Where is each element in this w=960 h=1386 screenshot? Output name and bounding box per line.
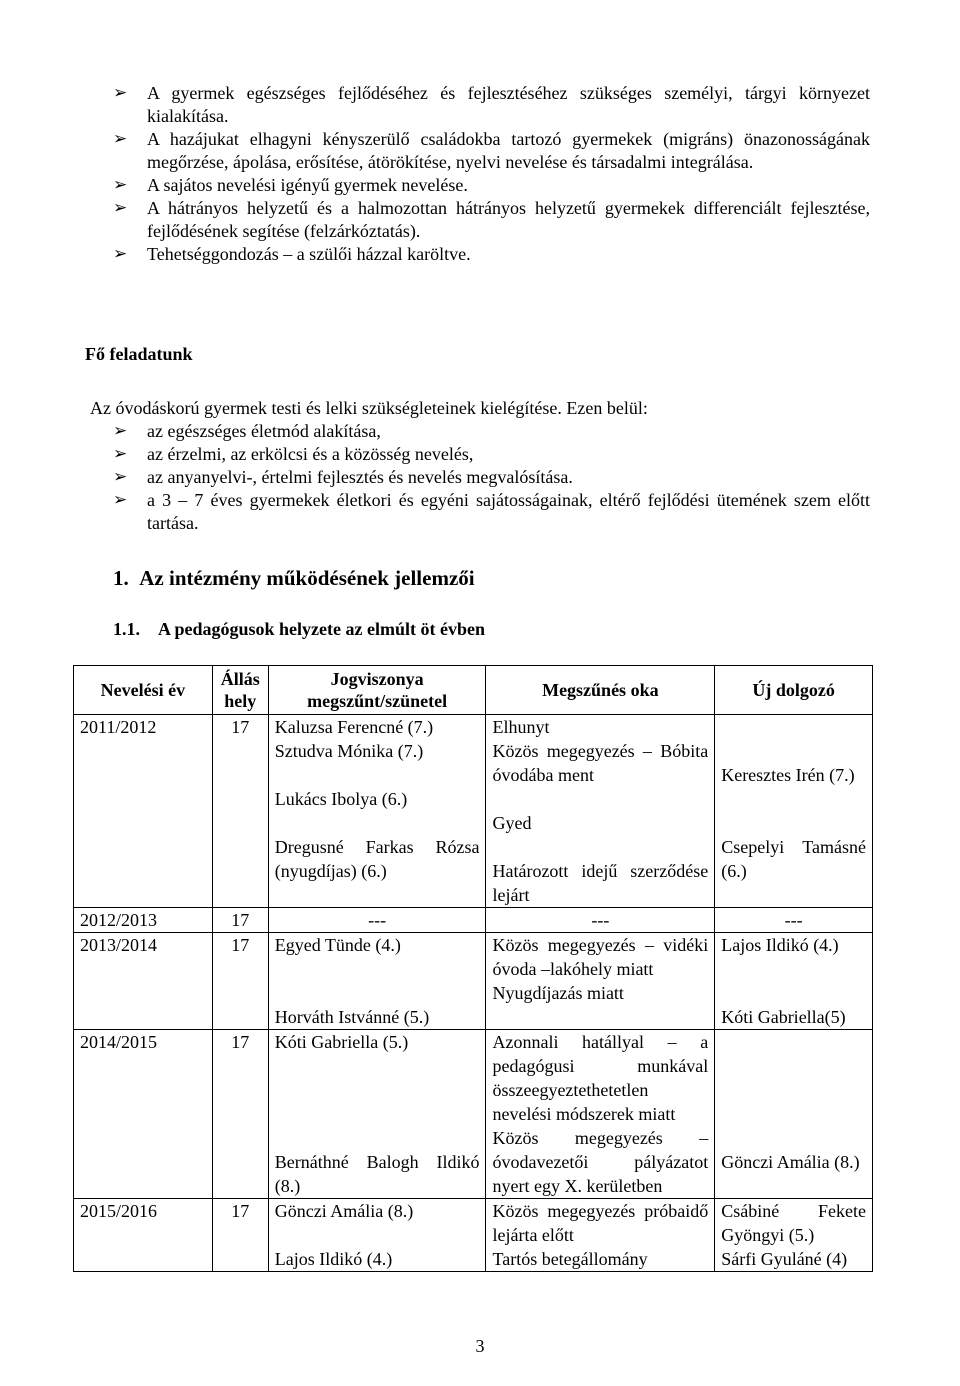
arrow-bullet-icon: ➢ [113,421,128,441]
column-header: Megszűnés oka [486,666,715,715]
reason-cell: --- [486,908,715,933]
arrow-bullet-icon: ➢ [113,444,128,464]
new-staff-cell: Keresztes Irén (7.) Csepelyi Tamásné (6.) [715,715,873,908]
list-item: ➢ az anyanyelvi-, értelmi fejlesztés és nevelés megvalósítása. [113,467,573,487]
column-header: Jogviszonya megszűnt/szünetel [268,666,486,715]
arrow-bullet-icon: ➢ [113,244,128,264]
positions-cell: 17 [212,908,268,933]
positions-cell: 17 [212,933,268,1030]
list-item: ➢ A hazájukat elhagyni kényszerülő családokba tartozó gyermekek (migráns) önazonosságának megőrzése, ápolása, erősítése, átörökítése, nyelvi nevelése és társadalmi integrálása. [113,129,870,172]
main-task-intro: Az óvodáskorú gyermek testi és lelki szükségleteinek kielégítése. Ezen belül: [90,398,648,418]
main-task-heading: Fő feladatunk [85,344,193,364]
main-task-bullet-list [113,420,870,535]
reason-cell: Közös megegyezés próbaidő lejárta előtt Tartós betegállomány [486,1199,715,1272]
list-item: ➢ A sajátos nevelési igényű gyermek nevelése. [113,175,468,195]
name-cell: Kaluzsa Ferencné (7.) Sztudva Mónika (7.) Lukács Ibolya (6.) Dregusné Farkas Rózsa (nyugdíjas) (6.) [268,715,486,908]
list-item: ➢ A hátrányos helyzetű és a halmozottan hátrányos helyzetű gyermekek differenciált fejlesztése, fejlődésének segítése (felzárkóztatás). [113,198,870,241]
page-number: 3 [475,1336,485,1356]
table-row [74,1199,873,1272]
staff-changes-table [73,665,873,1272]
new-staff-cell: Lajos Ildikó (4.) Kóti Gabriella(5) [715,933,873,1030]
list-item: ➢ Tehetséggondozás – a szülői házzal karöltve. [113,244,471,264]
reason-cell: Közös megegyezés – vidéki óvoda –lakóhely miatt Nyugdíjazás miatt [486,933,715,1030]
subsection-heading: 1.1. A pedagógusok helyzete az elmúlt öt évben [113,619,485,639]
arrow-bullet-icon: ➢ [113,198,128,218]
arrow-bullet-icon: ➢ [113,129,128,149]
arrow-bullet-icon: ➢ [113,467,128,487]
positions-cell: 17 [212,1199,268,1272]
list-item: ➢ az érzelmi, az erkölcsi és a közösség nevelés, [113,444,474,464]
list-item: ➢ az egészséges életmód alakítása, [113,421,381,441]
column-header: Állás hely [212,666,268,715]
name-cell: --- [268,908,486,933]
year-cell: 2012/2013 [74,908,213,933]
column-header: Nevelési év [74,666,213,715]
reason-cell: Azonnali hatállyal – a pedagógusi munkával összeegyeztethetetlen nevelési módszerek miatt Közös megegyezés – óvodavezetői pályázatot nyert egy X. kerületben [486,1030,715,1199]
reason-cell: Elhunyt Közös megegyezés – Bóbita óvodába ment Gyed Határozott idejű szerződése lejárt [486,715,715,908]
name-cell: Egyed Tünde (4.) Horváth Istvánné (5.) [268,933,486,1030]
arrow-bullet-icon: ➢ [113,83,128,103]
year-cell: 2011/2012 [74,715,213,908]
positions-cell: 17 [212,715,268,908]
name-cell: Kóti Gabriella (5.) Bernáthné Balogh Ildikó (8.) [268,1030,486,1199]
section-heading: 1. Az intézmény működésének jellemzői [113,566,475,590]
arrow-bullet-icon: ➢ [113,175,128,195]
name-cell: Gönczi Amália (8.) Lajos Ildikó (4.) [268,1199,486,1272]
year-cell: 2013/2014 [74,933,213,1030]
list-item: ➢ a 3 – 7 éves gyermekek életkori és egyéni sajátosságainak, eltérő fejlődési ütemének szem előtt tartása. [113,490,870,533]
new-staff-cell: Csábiné Fekete Gyöngyi (5.) Sárfi Gyuláné (4) [715,1199,873,1272]
new-staff-cell: Gönczi Amália (8.) [715,1030,873,1199]
table-row [74,1030,873,1199]
table-row [74,715,873,908]
new-staff-cell: --- [715,908,873,933]
table-header-row [74,666,873,715]
column-header: Új dolgozó [715,666,873,715]
arrow-bullet-icon: ➢ [113,490,128,510]
intro-bullet-list [113,82,870,266]
positions-cell: 17 [212,1030,268,1199]
list-item: ➢ A gyermek egészséges fejlődéséhez és fejlesztéséhez szükséges személyi, tárgyi környezet kialakítása. [113,83,870,126]
table-row [74,933,873,1030]
year-cell: 2015/2016 [74,1199,213,1272]
table-row [74,908,873,933]
year-cell: 2014/2015 [74,1030,213,1199]
